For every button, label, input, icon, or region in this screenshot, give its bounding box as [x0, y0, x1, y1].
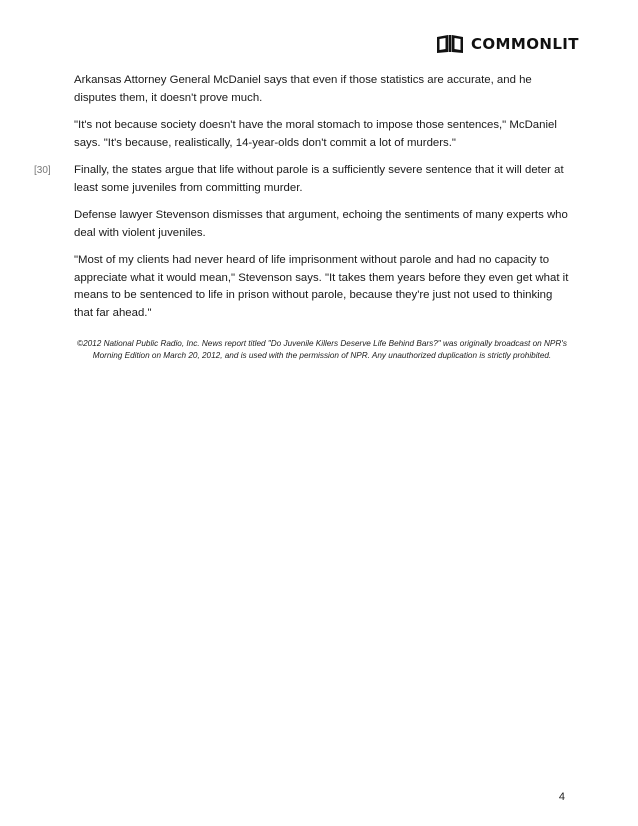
paragraph-text: "It's not because society doesn't have the moral stomach to impose those sentences," McDaniel says. "It's because, realistically, 14-year-olds don't commit a lot of murders." — [74, 119, 557, 149]
commonlit-logo — [436, 34, 579, 54]
paragraph-number: [30] — [34, 165, 51, 176]
page-number: 4 — [558, 791, 565, 803]
paragraph-text: Finally, the states argue that life without parole is a sufficiently severe sentence that it will deter at least some juveniles from committing murder. — [74, 164, 564, 194]
paragraph — [74, 117, 570, 152]
brand-name: COMMONLIT — [471, 35, 579, 53]
copyright-attribution: ©2012 National Public Radio, Inc. News report titled "Do Juvenile Killers Deserve Life Behind Bars?" was originally broadcast on NPR's Morning Edition on March 20, 2012, and is used with the permission of NPR. Any unauthorized duplication is strictly prohibited. — [77, 339, 567, 360]
paragraph — [74, 252, 570, 322]
paragraph-text: "Most of my clients had never heard of life imprisonment without parole and had no capacity to appreciate what it would mean," Stevenson says. "It takes them years before they even get what it means to be sentenced to life in prison without parole, because they're just not used to thinking that far ahead." — [74, 254, 569, 319]
paragraph — [74, 72, 570, 107]
paragraph — [74, 207, 570, 242]
paragraph — [34, 162, 570, 197]
article-body — [34, 72, 570, 370]
paragraph-text: Arkansas Attorney General McDaniel says that even if those statistics are accurate, and he disputes them, it doesn't prove much. — [74, 74, 532, 104]
paragraph-text: Defense lawyer Stevenson dismisses that argument, echoing the sentiments of many experts who deal with violent juveniles. — [74, 209, 568, 239]
open-book-icon — [436, 34, 464, 54]
